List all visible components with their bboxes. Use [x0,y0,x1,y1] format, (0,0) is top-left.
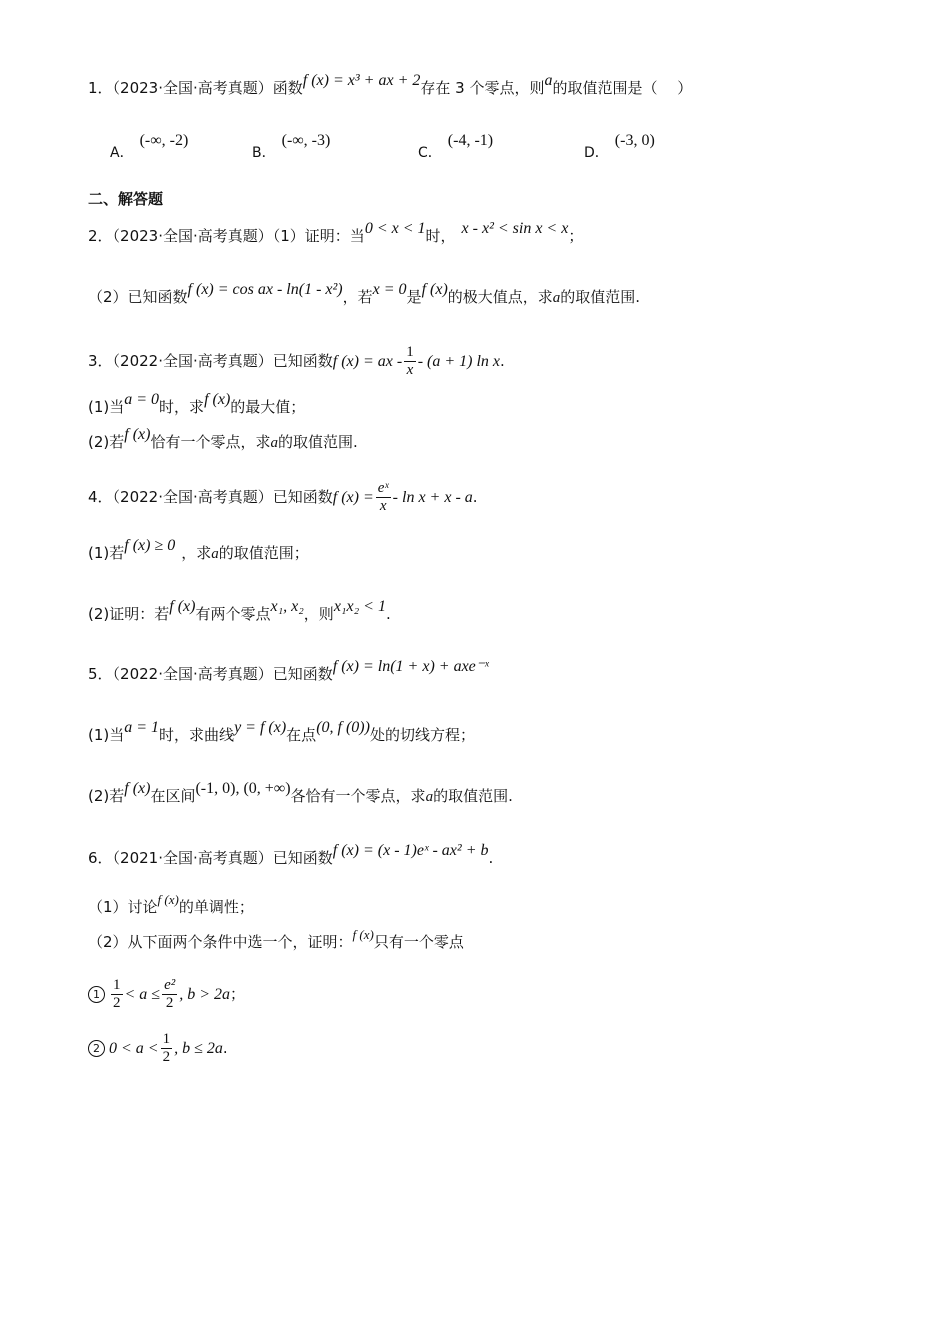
q3-p2-fx: f (x) [124,426,151,443]
q1-source: （2023·全国·高考真题）函数 [112,79,303,97]
q6-p2-text-b: 只有一个零点 [373,933,464,951]
option-d[interactable] [584,132,655,162]
q2-p2-text-a: （2）已知函数 [88,288,188,306]
q5-p2-text-c: 各恰有一个零点，求 [290,787,426,805]
q3-number: 3． [88,352,113,370]
q6-c2-end: . [222,1039,228,1057]
q6-p1-text-a: （1）讨论 [88,898,158,916]
q4-fraction [376,480,391,515]
q3-p1-fx: f (x) [204,391,231,408]
q2-part2 [88,281,641,308]
q4-end: . [472,488,478,506]
q3-frac-num: 1 [406,344,414,360]
q5-p2-text-a: (2)若 [88,787,125,805]
option-c[interactable] [418,132,494,162]
q4-p1-text-c: 的取值范围； [218,544,309,562]
q3-p1-text-a: (1)当 [88,398,125,416]
q3-source: （2022·全国·高考真题）已知函数 [112,352,333,370]
q4-function-pre: f (x) = [332,489,374,506]
q6-c1-frac1-den: 2 [113,995,121,1011]
q5-p1-text-a: (1)当 [88,726,125,744]
q2-p2-text-e: 的取值范围. [560,288,641,306]
q3-end: . [500,352,505,370]
q6-c2-frac-den: 2 [162,1049,171,1065]
q6-c1-fraction-1 [111,977,123,1012]
q3-part2 [88,426,358,453]
q5-curve: y = f (x) [234,719,287,736]
option-b-value: (-∞, -3) [281,132,331,149]
q5-part2 [88,780,513,807]
q3-a: a [270,435,278,451]
q2-p2-text-d: 的极大值点，求 [447,288,553,306]
q3-p1-condition: a = 0 [124,391,160,408]
q6-part2 [88,927,464,953]
q6-function: f (x) = (x - 1)eˣ - ax² + b [332,842,489,859]
option-b[interactable] [252,132,331,162]
q6-p2-text-a: （2）从下面两个条件中选一个，证明： [88,933,353,951]
q5-point: (0, f (0)) [316,719,370,736]
option-a-value: (-∞, -2) [139,132,189,149]
q2-x0: x = 0 [372,281,407,298]
q4-source: （2022·全国·高考真题）已知函数 [112,488,333,506]
q5-part1 [88,719,475,746]
q2-p2-text-c: 是 [406,288,422,306]
q6-source: （2021·全国·高考真题）已知函数 [112,849,333,867]
q6-c2-pre: 0 < a < [109,1040,159,1057]
q4-p1-text-a: (1)若 [88,544,125,562]
q3-p2-text-c: 的取值范围. [277,433,358,451]
q3-fraction [404,344,416,379]
q5-source: （2022·全国·高考真题）已知函数 [112,665,333,683]
q6-p2-fx: f (x) [352,927,374,942]
q4-p2-text-a: (2)证明：若 [88,605,170,623]
q4-p2-inequality: x₁x₂ < 1 [333,598,386,615]
q2-inequality: x - x² < sin x < x [461,220,569,237]
q4-p2-text-c: ，则 [303,605,334,623]
q4-frac-den: x [379,498,387,514]
q4-frac-num: eˣ [377,480,389,496]
q3-frac-den: x [406,362,414,378]
q5-p1-text-c: 在点 [286,726,317,744]
option-d-value: (-3, 0) [614,132,655,149]
q3-function-post: - (a + 1) ln x [417,353,501,370]
q4-function-post: - ln x + x - a [392,489,473,506]
q5-p1-condition: a = 1 [124,719,160,736]
q6-part1 [88,892,254,918]
q6-p1-fx: f (x) [157,892,179,907]
q6-c1-mid: < a ≤ [124,986,161,1003]
q2-a: a [552,290,561,306]
q3-p2-text-a: (2)若 [88,433,125,451]
circled-number-2-icon: 2 [88,1040,105,1057]
option-c-label: C． [418,145,442,161]
q2-text: 时， [425,227,456,245]
q4-p2-zeros: x₁, x₂ [270,598,304,615]
q6-c1-frac2-num: e² [164,977,176,993]
q5-p1-text-b: 时，求曲线 [159,726,235,744]
circled-number-1-icon: 1 [88,986,105,1003]
q1-number: 1． [88,79,113,97]
q5-a: a [425,789,434,805]
q4-stem [88,480,478,515]
q2-p2-text-b: ，若 [342,288,373,306]
q6-stem [88,842,494,869]
q5-intervals: (-1, 0), (0, +∞) [195,780,291,797]
q6-condition-2 [88,1030,228,1067]
q1-text: 存在 3 个零点，则 [420,79,545,97]
q6-c2-fraction [161,1031,173,1066]
q2-text-end: ； [568,227,584,245]
q6-c1-post: , b > 2a [179,986,231,1003]
q3-stem [88,344,505,379]
q2-condition: 0 < x < 1 [364,220,426,237]
q4-p2-fx: f (x) [169,598,196,615]
option-d-label: D． [584,145,609,161]
q5-p2-text-d: 的取值范围. [433,787,513,805]
option-c-value: (-4, -1) [447,132,494,149]
q1-variable: a [544,72,553,89]
q6-c1-end: ； [230,985,246,1003]
q1-stem [88,72,693,99]
q5-stem [88,658,489,685]
q6-c2-frac-num: 1 [162,1031,171,1047]
q6-c1-fraction-2 [162,977,177,1012]
q6-c2-post: , b ≤ 2a [174,1040,223,1057]
option-b-label: B． [252,145,276,161]
q1-function: f (x) = x³ + ax + 2 [302,72,421,89]
q6-number: 6． [88,849,113,867]
q6-end: . [488,849,494,867]
q2-source: （2023·全国·高考真题）（1）证明：当 [112,227,365,245]
section-heading: 二、解答题 [88,190,164,208]
q3-function-pre: f (x) = ax - [332,353,403,370]
q6-p1-text-b: 的单调性； [178,898,254,916]
q6-c1-frac1-num: 1 [113,977,121,993]
q6-condition-1 [88,976,245,1013]
q2-number: 2． [88,227,113,245]
q5-p2-fx: f (x) [124,780,151,797]
q4-p1-condition: f (x) ≥ 0 [124,537,176,554]
q2-function: f (x) = cos ax - ln(1 - x²) [187,281,343,298]
q4-p2-text-b: 有两个零点 [195,605,271,623]
q4-p2-end: . [385,605,391,623]
q3-part1 [88,391,306,418]
option-a-label: A． [110,145,134,161]
q4-a: a [211,546,219,562]
q2-part1 [88,220,584,247]
q4-part2 [88,598,391,625]
q1-text-end: 的取值范围是（ ） [552,79,693,97]
q6-c1-frac2-den: 2 [165,995,174,1011]
q5-p2-text-b: 在区间 [150,787,196,805]
q3-p2-text-b: 恰有一个零点，求 [150,433,271,451]
q3-p1-text-c: 的最大值； [230,398,306,416]
q4-part1 [88,537,309,564]
q2-fx: f (x) [421,281,448,298]
q5-number: 5． [88,665,113,683]
q5-function: f (x) = ln(1 + x) + axe⁻ˣ [332,658,489,675]
option-a[interactable] [110,132,189,162]
q4-p1-text-b: ，求 [181,544,212,562]
q5-p1-text-d: 处的切线方程； [369,726,475,744]
q3-p1-text-b: 时，求 [159,398,205,416]
q4-number: 4． [88,488,113,506]
